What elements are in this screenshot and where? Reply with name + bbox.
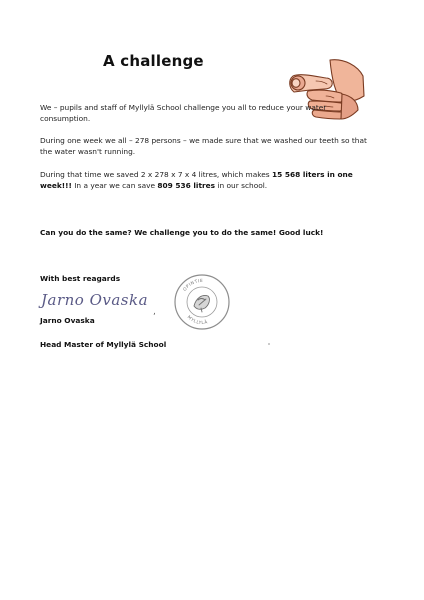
signature-mark: , <box>153 307 156 317</box>
savings-text-1: During that time we saved 2 x 278 x 7 x 4 litres, which makes <box>40 170 273 179</box>
paragraph-week: During one week we all – 278 persons – we made sure that we washed our teeth so that the water wasn't running. <box>40 136 367 156</box>
paragraph-challenge: We – pupils and staff of Myllylä School challenge you all to reduce your water consumption. <box>40 103 327 123</box>
scan-speck <box>268 343 270 345</box>
savings-text-3: in our school. <box>215 180 268 190</box>
handwritten-signature: Jarno Ovaska <box>41 291 149 309</box>
stamp-bottom-text: MYLLYLÄ <box>185 315 209 327</box>
document-title: A challenge <box>103 52 204 70</box>
savings-text-2: In a year we can save <box>71 180 158 190</box>
stamp-top-text: OPINTIE <box>182 278 204 293</box>
school-stamp <box>172 272 232 332</box>
paragraph-call-to-action: Can you do the same? We challenge you to do the same! Good luck! <box>40 228 324 237</box>
closing-line: With best reagards <box>40 274 121 283</box>
signatory-role: Head Master of Myllylä School <box>40 340 167 349</box>
signatory-name: Jarno Ovaska <box>40 316 95 325</box>
savings-year-total: 809 536 litres <box>157 180 216 190</box>
paragraph-savings <box>40 170 375 191</box>
savings-week-total: 15 568 liters in one week!!! <box>40 170 353 190</box>
